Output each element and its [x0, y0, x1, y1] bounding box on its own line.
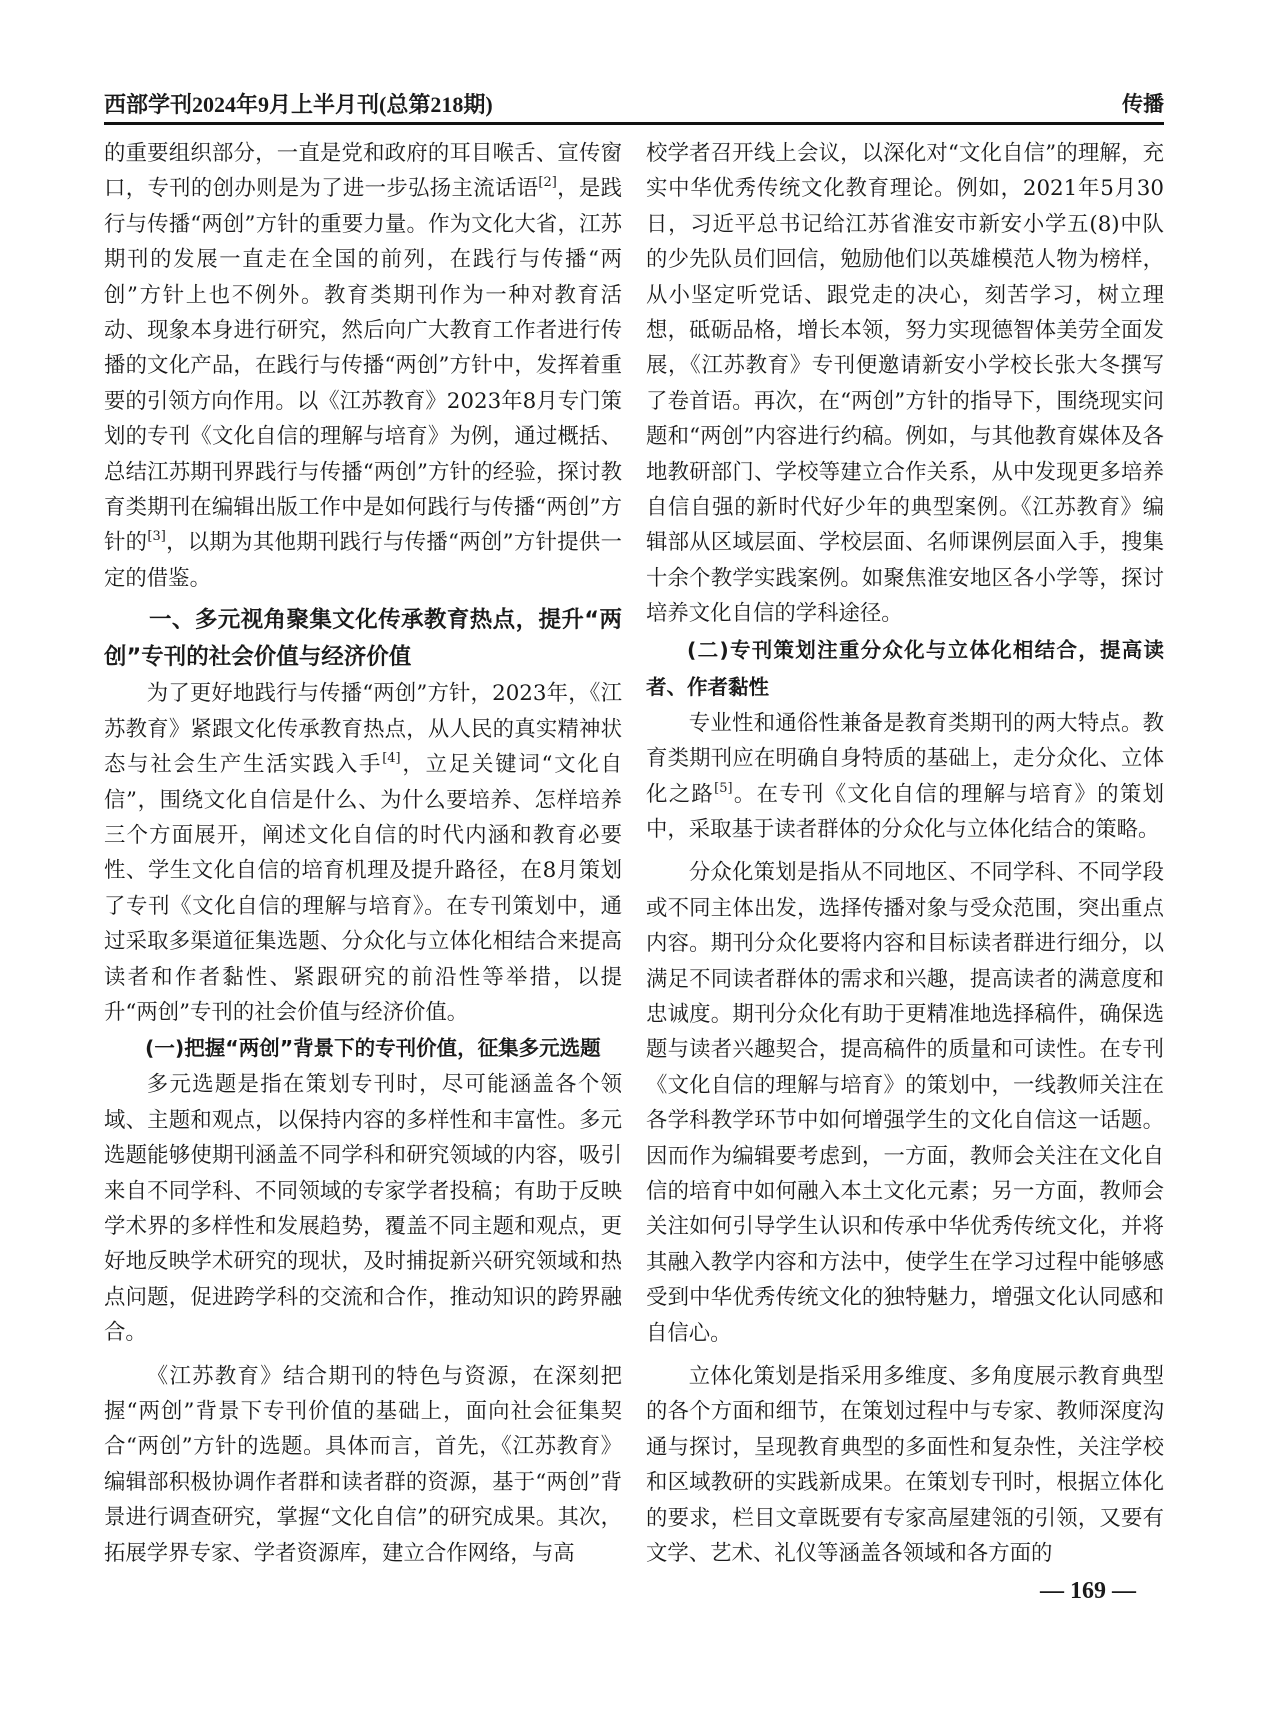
paragraph: 多元选题是指在策划专刊时，尽可能涵盖各个领域、主题和观点，以保持内容的多样性和丰富性。多元选题能够使期刊涵盖不同学科和研究领域的内容，吸引来自不同学科、不同领域的专家学者投稿；有助于反映学术界的多样性和发展趋势，覆盖不同主题和观点，更好地反映学术研究的现状，及时捕捉新兴研究领域和热点问题，促进跨学科的交流和合作，推动知识的跨界融合。 [104, 1072, 622, 1346]
journal-issue-title: 西部学刊2024年9月上半月刊(总第218期) [104, 92, 493, 117]
citation: [2] [538, 175, 557, 191]
section-heading: 一、多元视角聚集文化传承教育热点，提升“两创”专刊的社会价值与经济价值 [104, 607, 622, 671]
paragraph: 为了更好地践行与传播“两创”方针，2023年，《江苏教育》紧跟文化传承教育热点，从人民的真实精神状态与社会生产生活实践入手[4]，立足关键词“文化自信”，围绕文化自信是什么、为什么要培养、怎样培养三个方面展开，阐述文化自信的时代内涵和教育必要性、学生文化自信的培育机理及提升路径，在8月策划了专刊《文化自信的理解与培育》。在专刊策划中，通过采取多渠道征集选题、分众化与立体化相结合来提高读者和作者黏性、紧跟研究的前沿性等举措，以提升“两创”专刊的社会价值与经济价值。 [104, 681, 622, 1025]
paragraph: 分众化策划是指从不同地区、不同学科、不同学段或不同主体出发，选择传播对象与受众范围，突出重点内容。期刊分众化要将内容和目标读者群进行细分，以满足不同读者群体的需求和兴趣，提高读者的满意度和忠诚度。期刊分众化有助于更精准地选择稿件，确保选题与读者兴趣契合，提高稿件的质量和可读性。在专刊《文化自信的理解与培育》的策划中，一线教师关注在各学科教学环节中如何增强学生的文化自信这一话题。因而作为编辑要考虑到，一方面，教师会关注在文化自信的培育中如何融入本土文化元素；另一方面，教师会关注如何引导学生认识和传承中华优秀传统文化，并将其融入教学内容和方法中，使学生在学习过程中能够感受到中华优秀传统文化的独特魅力，增强文化认同感和自信心。 [646, 860, 1164, 1346]
running-header [104, 82, 1164, 125]
paragraph: 《江苏教育》结合期刊的特色与资源，在深刻把握“两创”背景下专刊价值的基础上，面向社会征集契合“两创”方针的选题。具体而言，首先，《江苏教育》编辑部积极协调作者群和读者群的资源，基于“两创”背景进行调查研究，掌握“文化自信”的研究成果。其次，拓展学界专家、学者资源库，建立合作网络，与高 [104, 1363, 622, 1566]
citation: [5] [714, 780, 733, 796]
left-column [104, 136, 622, 1571]
paragraph: 立体化策划是指采用多维度、多角度展示教育典型的各个方面和细节，在策划过程中与专家、教师深度沟通与探讨，呈现教育典型的多面性和复杂性，关注学校和区域教研的实践新成果。在策划专刊时，根据立体化的要求，栏目文章既要有专家高屋建瓴的引领，又要有文学、艺术、礼仪等涵盖各领域和各方面的 [646, 1364, 1164, 1567]
subsection-heading: (二)专刊策划注重分众化与立体化相结合，提高读者、作者黏性 [646, 637, 1164, 699]
paragraph: 校学者召开线上会议，以深化对“文化自信”的理解，充实中华优秀传统文化教育理论。例如，2021年5月30日，习近平总书记给江苏省淮安市新安小学五(8)中队的少先队员们回信，勉励他们以英雄模范人物为榜样，从小坚定听党话、跟党走的决心，刻苦学习，树立理想，砥砺品格，增长本领，努力实现德智体美劳全面发展，《江苏教育》专刊便邀请新安小学校长张大冬撰写了卷首语。再次，在“两创”方针的指导下，围绕现实问题和“两创”内容进行约稿。例如，与其他教育媒体及各地教研部门、学校等建立合作关系，从中发现更多培养自信自强的新时代好少年的典型案例。《江苏教育》编辑部从区域层面、学校层面、名师课例层面入手，搜集十余个教学实践案例。如聚焦淮安地区各小学等，探讨培养文化自信的学科途径。 [646, 141, 1164, 627]
paragraph: 的重要组织部分，一直是党和政府的耳目喉舌、宣传窗口，专刊的创办则是为了进一步弘扬主流话语[2]，是践行与传播“两创”方针的重要力量。作为文化大省，江苏期刊的发展一直走在全国的前列，在践行与传播“两创”方针上也不例外。教育类期刊作为一种对教育活动、现象本身进行研究，然后向广大教育工作者进行传播的文化产品，在践行与传播“两创”方针中，发挥着重要的引领方向作用。以《江苏教育》2023年8月专门策划的专刊《文化自信的理解与培育》为例，通过概括、总结江苏期刊界践行与传播“两创”方针的经验，探讨教育类期刊在编辑出版工作中是如何践行与传播“两创”方针的[3]，以期为其他期刊践行与传播“两创”方针提供一定的借鉴。 [104, 141, 622, 591]
paragraph: 专业性和通俗性兼备是教育类期刊的两大特点。教育类期刊应在明确自身特质的基础上，走分众化、立体化之路[5]。在专刊《文化自信的理解与培育》的策划中，采取基于读者群体的分众化与立体化结合的策略。 [646, 710, 1164, 842]
right-column [646, 136, 1164, 1571]
citation: [3] [147, 529, 166, 545]
citation: [4] [382, 751, 401, 767]
page-number: — 169 — [1040, 1578, 1136, 1604]
section-name: 传播 [1122, 92, 1164, 116]
subsection-heading: (一)把握“两创”背景下的专刊价值，征集多元选题 [145, 1036, 601, 1061]
